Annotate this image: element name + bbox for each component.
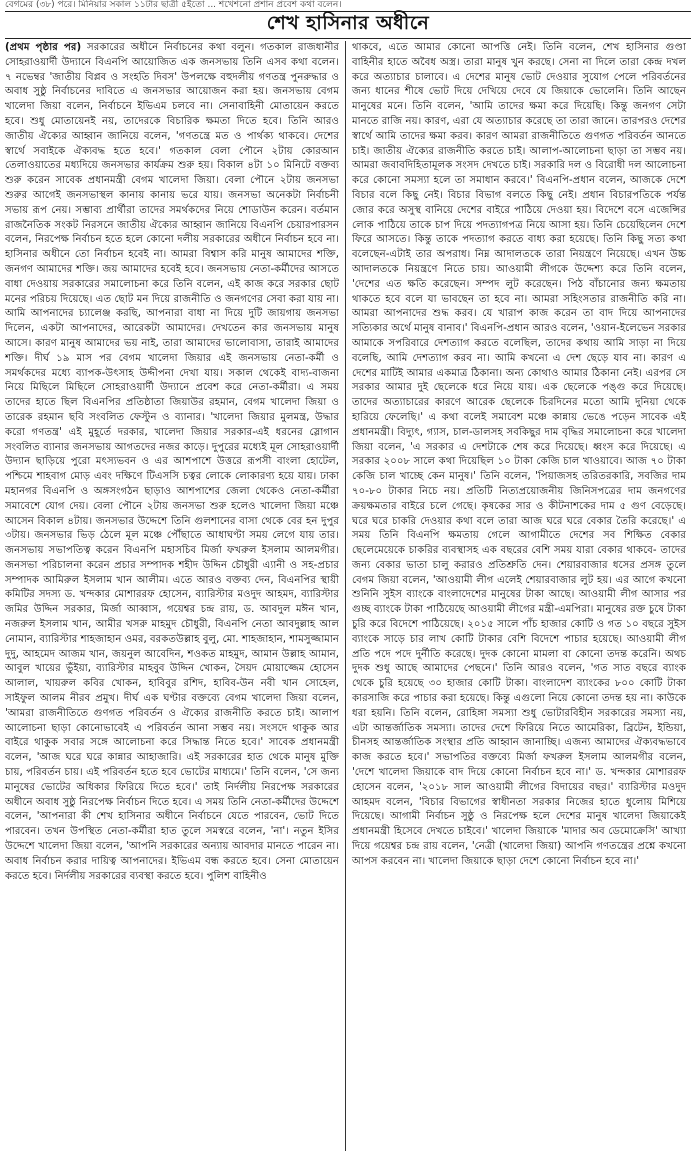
right-column-text: থাকবে, এতে আমার কোনো আপত্তি নেই। তিনি বলেন, শেখ হাসিনার গুণ্ডা বাহিনীর হাতে অবৈধ অস্ত্র। তারা মানুষ খুন করছে। সেনা না দিলে তারা কেন্দ্র দখল করে অত্যাচার চালাবে। এ দেশের মানুষ ভোট দেওয়ার সুযোগ পেলে পরিবর্তনের জন্য ধানের শীষে ভোট দিয়ে দেখিয়ে দেবে যে জিয়াকে ভোলেনি। তিনি আছেন মানুষের মনে। তিনি বলেন, 'আমি তাদের ক্ষমা করে দিয়েছি। কিন্তু জনগণ সেটা মানতে রাজি নয়। কারণ, এরা যে অত্যাচার করেছে তা তারা জানে। তারপরও দেশের স্বার্থে আমি তাদের ক্ষমা করব। কারণ আমরা রাজনীতিতে গুণগত পরিবর্তন আনতে চাই। জাতীয় ঐক্যের রাজনীতি করতে চাই। আলাপ-আলোচনা ছাড়া তা সম্ভব নয়। আমরা জবাবদিহিতামূলক সংসদ দেখতে চাই। সরকারি দল ও বিরোধী দল আলোচনা করে কোনো সমস্যা হলে তা সমাধান করবে।' বিএনপি-প্রধান বলেন, আজকে দেশে বিচার বলে কিছু নেই। বিচার বিভাগ বলতে কিছু নেই। প্রধান বিচারপতিকে পর্যন্ত জোর করে অসুস্থ বানিয়ে দেশের বাইরে পাঠিয়ে দেওয়া হয়। বিদেশে বসে এজেন্সির লোক পাঠিয়ে তাকে চাপ দিয়ে পদত্যাগপত্র নিয়ে আসা হয়। তিনি চেয়েছিলেন দেশে ফিরে আসতে। কিন্তু তাকে পদত্যাগ করতে বাধ্য করা হয়েছে। তিনি কিছু সত্য কথা বলেছেন-এটাই তার অপরাধ। নিম্ন আদালতকে তারা নিয়ন্ত্রণে নিয়েছে। এখন উচ্চ আদালতকে নিয়ন্ত্রণে নিতে চায়। আওয়ামী লীগকে উদ্দেশ্য করে তিনি বলেন, 'দেশের এত ক্ষতি করেছেন। সম্পদ লুট করেছেন। পিঠ বাঁচানোর জন্য ক্ষমতায় থাকতে হবে বলে যা ভাবছেন তা হবে না। আমরা সহিংসতার রাজনীতি করি না। আমরা আপনাদের শুদ্ধ করব। যে খারাপ কাজ করেন তা বাদ দিয়ে আপনাদের সত্যিকার অর্থে মানুষ বানাব।' বিএনপি-প্রধান আরও বলেন, 'ওয়ান-ইলেভেন সরকার আমাকে সপরিবারে দেশত্যাগ করতে বলেছিল, তাদের কথায় আমি সাড়া না দিয়ে বলেছি, আমি দেশত্যাগ করব না। আমি কখনো এ দেশ ছেড়ে যাব না। কারণ এ দেশের মাটিই আমার একমাত্র ঠিকানা। অন্য কোথাও আমার ঠিকানা নেই। এরপর সে সরকার আমার দুই ছেলেকে ধরে নিয়ে যায়। এক ছেলেকে পঙ্গু করে দিয়েছে। তাদের অত্যাচারের কারণে আরেক ছেলেকে চিরদিনের মতো আমি দুনিয়া থেকে হারিয়ে ফেলেছি।' এ কথা বলেই সমাবেশ মঞ্চে কান্নায় ভেঙে পড়েন সাবেক এই প্রধানমন্ত্রী। বিদ্যুৎ, গ্যাস, চাল-ডালসহ সবকিছুর দাম বৃদ্ধির সমালোচনা করে খালেদা জিয়া বলেন, 'এ সরকার এ দেশটাকে শেষ করে দিয়েছে। ধ্বংস করে দিয়েছে। এ সরকার ২০০৮ সালে কথা দিয়েছিল ১০ টাকা কেজি চাল খাওয়াবে। আজ ৭০ টাকা কেজি চাল খাচ্ছে কেন মানুষ।' তিনি বলেন, 'পিয়াজসহ তরিতরকারি, সবজির দাম ৭০-৮০ টাকার নিচে নয়। প্রতিটি নিত্যপ্রয়োজনীয় জিনিসপত্রের দাম জনগণের ক্রয়ক্ষমতার বাইরে চলে গেছে। কৃষকের সার ও কীটনাশকের দাম ৫ গুণ বেড়েছে। ঘরে ঘরে চাকরি দেওয়ার কথা বলে তারা আজ ঘরে ঘরে বেকার তৈরি করেছে।' এ সময় তিনি বিএনপি ক্ষমতায় গেলে আগামীতে দেশের সব শিক্ষিত বেকার ছেলেমেয়েকে চাকরির ব্যবস্থাসহ এক বছরের বেশি সময় যারা বেকার থাকবে- তাদের জন্য বেকার ভাতা চালু করারও প্রতিশ্রুতি দেন। শেয়ারবাজার ধসের প্রসঙ্গ তুলে বেগম জিয়া বলেন, 'আওয়ামী লীগ এলেই শেয়ারবাজার লুট হয়। এর আগে কখনো শুনিনি সুইস ব্যাংকে বাংলাদেশের মানুষের টাকা আছে। আওয়ামী লীগ আসার পর গুচ্ছ ব্যাংকে টাকা পাঠিয়েছে আওয়ামী লীগের মন্ত্রী-এমপিরা। মানুষের রক্ত চুষে টাকা চুরি করে বিদেশে পাঠিয়েছে। ২০১৫ সালে পাঁচ হাজার কোটি ও গত ১০ বছরে সুইস ব্যাংকে সাড়ে চার লাখ কোটি টাকার বেশি বিদেশে পাচার হয়েছে। আওয়ামী লীগ প্রতি পদে পদে দুর্নীতি করেছে। দুদক কোনো মামলা বা কোনো তদন্ত করেনি। অথচ দুদক শুধু আছে আমাদের পেছনে।' তিনি আরও বলেন, 'গত সাত বছরে ব্যাংক থেকে চুরি হয়েছে ৩০ হাজার কোটি টাকা। বাংলাদেশ ব্যাংকের ৮০০ কোটি টাকা কারসাজি করে পাচার করা হয়েছে। কিন্তু এগুলো নিয়ে কোনো তদন্ত হয় না। কাউকে ধরা হয়নি। তিনি বলেন, রোহিঙ্গা সমস্যা শুধু ভোটারবিহীন সরকারের সমস্যা নয়, এটা আন্তর্জাতিক সমস্যা। তাদের দেশে ফিরিয়ে নিতে আমেরিকা, ব্রিটেন, ইন্ডিয়া, চীনসহ আন্তর্জাতিক সংস্থার প্রতি আহ্বান জানাচ্ছি। এজন্য আমাদের ঐক্যবদ্ধভাবে কাজ করতে হবে।' সভাপতির বক্তব্যে মির্জা ফখরুল ইসলাম আলমগীর বলেন, 'দেশে খালেদা জিয়াকে বাদ দিয়ে কোনো নির্বাচন হবে না।' ড. খন্দকার মোশাররফ হোসেন বলেন, '২০১৮ সাল আওয়ামী লীগের বিদায়ের বছর।' ব্যারিস্টার মওদুদ আহমদ বলেন, 'বিচার বিভাগের স্বাধীনতা সরকার নিজের হাতে ধুলোয় মিশিয়ে দিয়েছে। আগামী নির্বাচন সুষ্ঠু ও নিরপেক্ষ হলে দেশের মানুষ খালেদা জিয়াকেই প্রধানমন্ত্রী হিসেবে দেখতে চাইবে।' খালেদা জিয়াকে 'মাদার অব ডেমোক্রেসি' আখ্যা দিয়ে গয়েশ্বর চন্দ্র রায় বলেন, 'নেত্রী (খালেদা জিয়া) আপনি গণতন্ত্রের প্রশ্নে কখনো আপস করবেন না। খালেদা জিয়াকে ছাড়া দেশে কোনো নির্বাচন হবে না।' [352,42,686,867]
article-headline: শেখ হাসিনার অধীনে [266,12,430,34]
jump-label: (প্রথম পৃষ্ঠার পর) [5,42,82,53]
right-column [346,41,686,1151]
right-column-paragraph [352,41,686,870]
left-column [5,41,345,1151]
article-body [5,41,691,1151]
headline-bar [5,11,691,39]
left-column-text: সরকারের অধীনে নির্বাচনের কথা বলুন। গতকাল রাজধানীর সোহরাওয়ার্দী উদ্যানে বিএনপি আয়োজিত এক জনসভায় তিনি এসব কথা বলেন। ৭ নভেম্বর 'জাতীয় বিপ্লব ও সংহতি দিবস' উপলক্ষে বহুদলীয় গণতন্ত্র পুনরুদ্ধার ও অবাধ সুষ্ঠু নির্বাচনের দাবিতে এ জনসভার আয়োজন করা হয়। জনসভায় বেগম খালেদা জিয়া বলেন, নির্বাচনে ইভিএম চলবে না। সেনাবাহিনী মোতায়েন করতে হবে। শুধু মোতায়েনই নয়, তাদেরকে বিচারিক ক্ষমতা দিতে হবে। তিনি আরও জাতীয় ঐক্যের আহ্বান জানিয়ে বলেন, 'গণতন্ত্রে মত ও পার্থক্য থাকবে। দেশের স্বার্থে সবাইকে ঐক্যবদ্ধ হতে হবে।' গতকাল বেলা পৌনে ২টায় কোরআন তেলাওয়াতের মধ্যদিয়ে জনসভার কার্যক্রম শুরু হয়। বিকাল ৪টা ১০ মিনিটে বক্তব্য শুরু করেন সাবেক প্রধানমন্ত্রী বেগম খালেদা জিয়া। বেলা পৌনে ২টায় জনসভা শুরুর আগেই জনসভাস্থল কানায় কানায় ভরে যায়। জনসভা অনেকটা নির্বাচনী সভায় রূপ নেয়। সম্ভাব্য প্রার্থীরা তাদের সমর্থকদের নিয়ে শোডাউন করেন। বর্তমান রাজনৈতিক সংকট নিরসনে জাতীয় ঐক্যের আহ্বান জানিয়ে বিএনপি চেয়ারপারসন বলেন, নিরপেক্ষ নির্বাচন হতে হলে কোনো দলীয় সরকারের অধীনে নির্বাচন হবে না। হাসিনার অধীনে তো নির্বাচন হবেই না। আমরা বিশ্বাস করি মানুষ আমাদের শক্তি, জনগণ আমাদের শক্তি। জয় আমাদের হবেই হবে। জনসভায় নেতা-কর্মীদের আসতে বাধা দেওয়ায় সরকারের সমালোচনা করে তিনি বলেন, এই কাজ করে সরকার ছোট মনের পরিচয় দিয়েছে। এত ছোট মন দিয়ে রাজনীতি ও জনগণের সেবা করা যায় না। আমি আপনাদের চ্যালেঞ্জ করছি, আপনারা বাধা না দিয়ে দুটি জায়গায় জনসভা দিলেন, একটা আপনাদের, আরেকটা আমাদের। দেখতেন কার জনসভায় মানুষ আসে। কারণ মানুষ আমাদের ভয় নাই, তারা আমাদের ভালোবাসা, তারাই আমাদের শক্তি। দীর্ঘ ১৯ মাস পর বেগম খালেদা জিয়ার এই জনসভায় নেতা-কর্মী ও সমর্থকদের মধ্যে ব্যাপক-উৎসাহ উদ্দীপনা দেখা যায়। সকাল থেকেই বাদ্য-বাজনা নিয়ে মিছিলে মিছিলে সোহরাওয়ার্দী উদ্যানে প্রবেশ করে নেতা-কর্মীরা। এ সময় তাদের হাতে ছিল বিএনপির প্রতিষ্ঠাতা জিয়াউর রহমান, বেগম খালেদা জিয়া ও তারেক রহমান ছবি সংবলিত ফেস্টুন ও ব্যানার। 'খালেদা জিয়ার মুলমন্ত্র, উদ্ধার করো গণতন্ত্র' এই মুহূর্তে দরকার, খালেদা জিয়ার সরকার-এই ধরনের স্লোগান সংবলিত ব্যানার জনসভায় আগতদের নজর কাড়ে। দুপুরের মধ্যেই মূল সোহরাওয়ার্দী উদ্যান ছাড়িয়ে পুরো মৎস্যভবন ও এর আশপাশে উত্তরে রূপসী বাংলা হোটেল, পশ্চিমে শাহবাগ মোড় এবং দক্ষিণে টিএসসি চত্বর লোকে লোকারণ্য হয়ে যায়। ঢাকা মহানগর বিএনপি ও অঙ্গসংগঠন ছাড়াও আশপাশের জেলা থেকেও নেতা-কর্মীরা সমাবেশে যোগ দেয়। বেলা পৌনে ২টায় জনসভা শুরু হলেও খালেদা জিয়া মঞ্চে আসেন বিকাল ৪টায়। জনসভার উদ্দেশে তিনি গুলশানের বাসা থেকে বের হন দুপুর ৩টায়। জনসভার ভিড় ঠেলে মূল মঞ্চে পৌঁছাতে আধাঘণ্টা সময় লেগে যায় তার। জনসভায় সভাপতিত্ব করেন বিএনপি মহাসচিব মির্জা ফখরুল ইসলাম আলমগীর। জনসভা পরিচালনা করেন প্রচার সম্পাদক শহীদ উদ্দিন চৌধুরী এ্যানী ও সহ-প্রচার সম্পাদক আমিরুল ইসলাম খান আলীম। এতে আরও বক্তব্য দেন, বিএনপির স্থায়ী কমিটির সদস্য ড. খন্দকার মোশাররফ হোসেন, ব্যারিস্টার মওদুদ আহমদ, ব্যারিস্টার জমির উদ্দিন সরকার, মির্জা আব্বাস, গয়েশ্বর চন্দ্র রায়, ড. আবদুল মঈন খান, নজরুল ইসলাম খান, আমীর খসরু মাহমুদ চৌধুরী, বিএনপি নেতা আবদুল্লাহ আল নোমান, ব্যারিস্টার শাহজাহান ওমর, বরকতউল্লাহ বুলু, মো. শাহজাহান, শামসুজ্জামান দুদু, আহমেদ আজম খান, জয়নুল আবেদিন, শওকত মাহমুদ, আমান উল্লাহ আমান, আবুল খায়ের ভুঁইয়া, ব্যারিস্টার মাহবুব উদ্দিন খোকন, সৈয়দ মোয়াজ্জেম হোসেন আলাল, খায়রুল কবির খোকন, হাবিবুর রশিদ, হাবিব-উন নবী খান সোহেল, সাইফুল আলম নীরব প্রমুখ। দীর্ঘ এক ঘণ্টার বক্তব্যে বেগম খালেদা জিয়া বলেন, 'আমরা রাজনীতিতে গুণগত পরিবর্তন ও ঐক্যের রাজনীতি করতে চাই। আলাপ আলোচনা ছাড়া কোনোভাবেই এ পরিবর্তন আনা সম্ভব নয়। সংসদে থাকুক আর বাইরে থাকুক সবার সঙ্গে আলোচনা করে সিদ্ধান্ত নিতে হবে।' সাবেক প্রধানমন্ত্রী বলেন, 'আজ ঘরে ঘরে কান্নার আহাজারি। এই সরকারের হাত থেকে মানুষ মুক্তি চায়, পরিবর্তন চায়। এই পরিবর্তন হতে হবে ভোটের মাধ্যমে।' তিনি বলেন, 'সে জন্য মানুষের ভোটের অধিকার ফিরিয়ে দিতে হবে।' তাই নির্দলীয় নিরপেক্ষ সরকারের অধীনে অবাধ সুষ্ঠু নিরপেক্ষ নির্বাচন দিতে হবে। এ সময় তিনি নেতা-কর্মীদের উদ্দেশে বলেন, 'আপনারা কী শেখ হাসিনার অধীনে নির্বাচনে যেতে পারবেন, ভোট দিতে পারবেন। তখন উপস্থিত নেতা-কর্মীরা হাত তুলে সমস্বরে বলেন, 'না'। নতুন ইসির উদ্দেশে খালেদা জিয়া বলেন, 'আপনি সরকারের অন্যায় আবদার মানতে পারেন না। অবাধ নির্বাচন করার দায়িত্ব আপনাদের। ইভিএম বন্ধ করতে হবে। সেনা মোতায়েন করতে হবে। নির্দলীয় সরকারের ব্যবস্থা করতে হবে। পুলিশ বাহিনীও [5,42,339,882]
previous-article-tail: বেগমের (৩৮) পরে। মিনিয়ার সকাল ১১টার ছাত্রী ৫ইতো ... শখেশনো প্রশান প্রবেশ কথা বলেন। [5,0,342,10]
left-column-paragraph [5,41,339,884]
